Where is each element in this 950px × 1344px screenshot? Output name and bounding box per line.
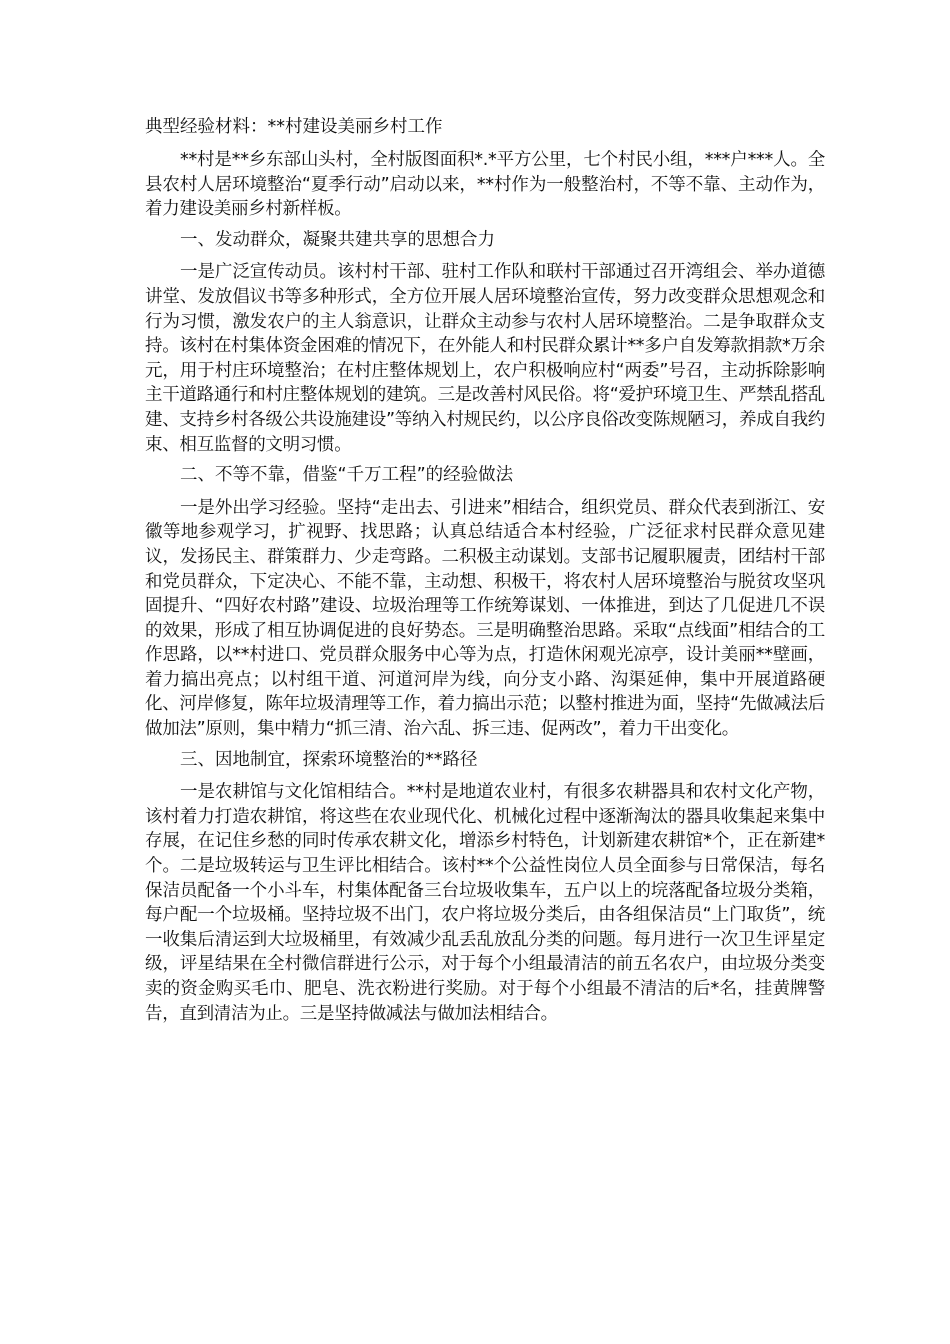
- section-2-body: 一是外出学习经验。坚持“走出去、引进来”相结合，组织党员、群众代表到浙江、安徽等地参观学习，扩视野、找思路；认真总结适合本村经验，广泛征求村民群众意见建议，发扬民主、群策群力、少走弯路。二积极主动谋划。支部书记履职履责，团结村干部和党员群众，下定决心、不能不靠，主动想、积极干，将农村人居环境整治与脱贫攻坚巩固提升、“四好农村路”建设、垃圾治理等工作统筹谋划、一体推进，到达了几促进几不误的效果，形成了相互协调促进的良好势态。三是明确整治思路。采取“点线面”相结合的工作思路，以**村进口、党员群众服务中心等为点，打造休闲观光凉亭，设计美丽**壁画，着力搞出亮点；以村组干道、河道河岸为线，向分支小路、沟渠延伸，集中开展道路硬化、河岸修复，陈年垃圾清理等工作，着力搞出示范；以整村推进为面，坚持“先做减法后做加法”原则，集中精力“抓三清、治六乱、拆三违、促两改”，着力干出变化。: [145, 497, 825, 740]
- document-page: [145, 114, 825, 1032]
- section-1-heading: 一、发动群众，凝聚共建共享的思想合力: [180, 229, 495, 250]
- section-3-heading: 三、因地制宜，探索环境整治的**路径: [180, 749, 478, 770]
- intro-paragraph: **村是**乡东部山头村，全村版图面积*.*平方公里，七个村民小组，***户***人。全县农村人居环境整治“夏季行动”启动以来，**村作为一般整治村，不等不靠、主动作为，着力建设美丽乡村新样板。: [145, 150, 825, 220]
- section-3-body: 一是农耕馆与文化馆相结合。**村是地道农业村，有很多农耕器具和农村文化产物，该村着力打造农耕馆，将这些在农业现代化、机械化过程中逐渐淘汰的器具收集起来集中存展，在记住乡愁的同时传承农耕文化，增添乡村特色，计划新建农耕馆*个，正在新建*个。二是垃圾转运与卫生评比相结合。该村**个公益性岗位人员全面参与日常保洁，每名保洁员配备一个小斗车，村集体配备三台垃圾收集车，五户以上的垸落配备垃圾分类箱，每户配一个垃圾桶。坚持垃圾不出门，农户将垃圾分类后，由各组保洁员“上门取货”，统一收集后清运到大垃圾桶里，有效减少乱丢乱放乱分类的问题。每月进行一次卫生评星定级，评星结果在全村微信群进行公示，对于每个小组最清洁的前五名农户，由垃圾分类变卖的资金购买毛巾、肥皂、洗衣粉进行奖励。对于每个小组最不清洁的后*名，挂黄牌警告，直到清洁为止。三是坚持做减法与做加法相结合。: [145, 782, 825, 1024]
- section-1-body: 一是广泛宣传动员。该村村干部、驻村工作队和联村干部通过召开湾组会、举办道德讲堂、发放倡议书等多种形式，全方位开展人居环境整治宣传，努力改变群众思想观念和行为习惯，激发农户的主人翁意识，让群众主动参与农村人居环境整治。二是争取群众支持。该村在村集体资金困难的情况下，在外能人和村民群众累计**多户自发筹款捐款*万余元，用于村庄环境整治；在村庄整体规划上，农户积极响应村“两委”号召，主动拆除影响主干道路通行和村庄整体规划的建筑。三是改善村风民俗。将“爱护环境卫生、严禁乱搭乱建、支持乡村各级公共设施建设”等纳入村规民约，以公序良俗改变陈规陋习，养成自我约束、相互监督的文明习惯。: [145, 262, 825, 455]
- section-2-heading: 二、不等不靠，借鉴“千万工程”的经验做法: [180, 465, 514, 486]
- document-title: 典型经验材料：**村建设美丽乡村工作: [145, 117, 443, 137]
